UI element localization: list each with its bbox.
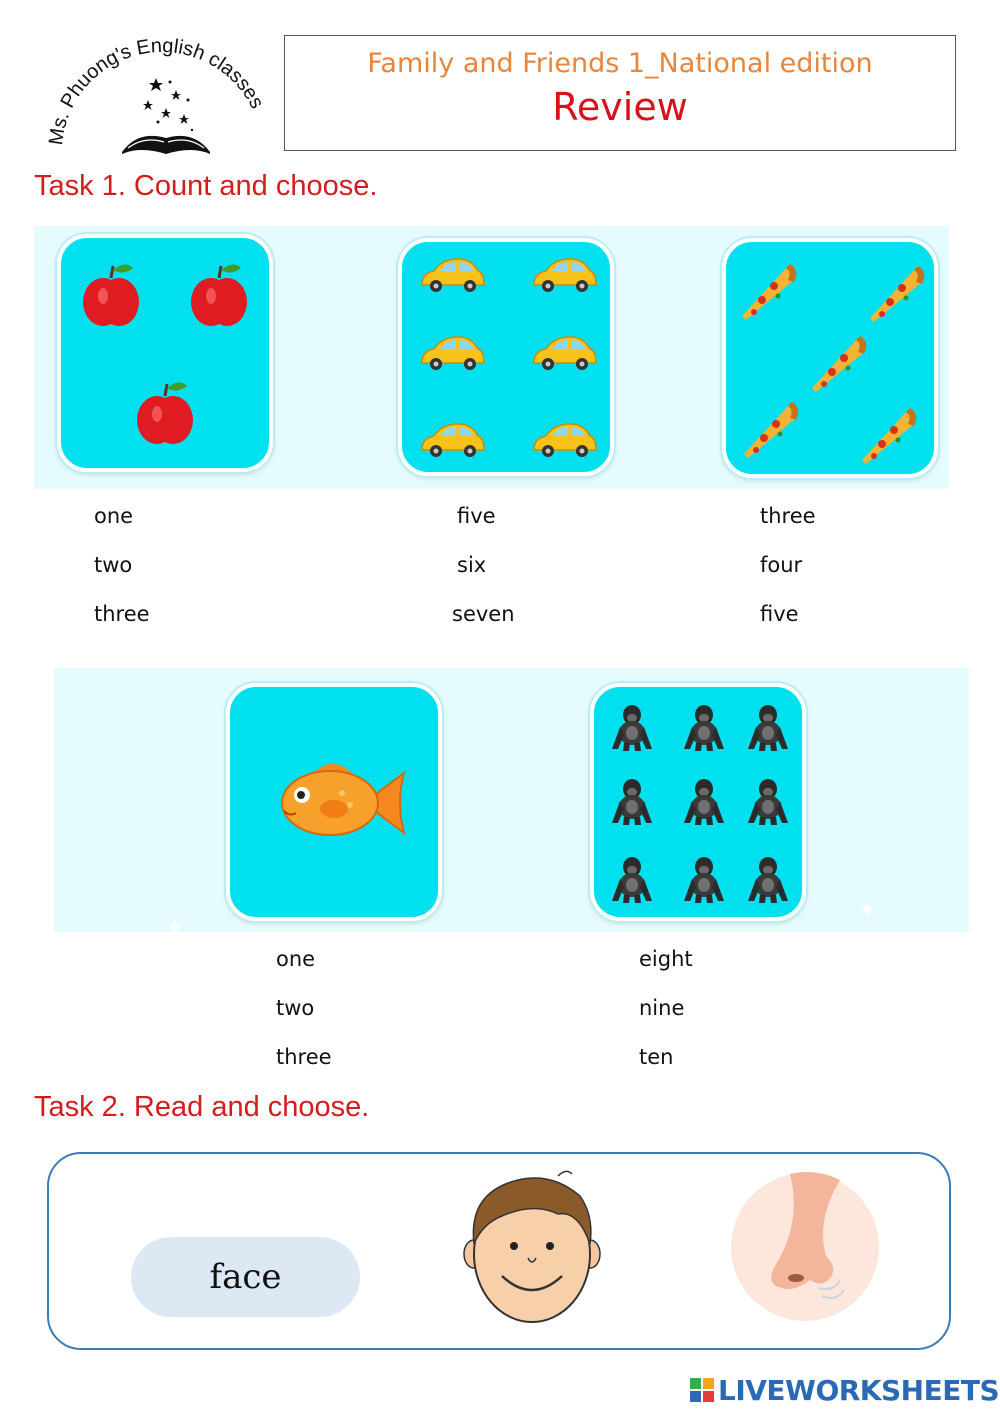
car-icon [534, 259, 596, 292]
card-fish [226, 683, 442, 921]
option-cars-1[interactable]: five [457, 504, 496, 528]
logo-arc-text: Ms. Phuong's English classes [45, 34, 268, 147]
option-gorillas-1[interactable]: eight [639, 947, 693, 971]
gorilla-icons [594, 687, 802, 917]
pizza-icon [812, 336, 866, 392]
pizza-icon [744, 402, 798, 458]
car-icon [534, 337, 596, 370]
options-cars [452, 504, 515, 651]
gorilla-icon [612, 857, 652, 903]
card-apples [57, 234, 273, 472]
task2-heading: Task 2. Read and choose. [34, 1091, 370, 1123]
pizza-icon [862, 408, 916, 464]
gorilla-icon [612, 779, 652, 825]
car-icon [422, 337, 484, 370]
task1-heading: Task 1. Count and choose. [34, 170, 378, 202]
option-gorillas-3[interactable]: ten [639, 1045, 674, 1069]
option-pizza-1[interactable]: three [760, 504, 816, 528]
car-icons [402, 242, 610, 472]
header-subtitle: Family and Friends 1_National edition [367, 48, 873, 79]
option-apples-3[interactable]: three [94, 602, 150, 626]
options-pizza [760, 504, 816, 651]
nose-image-option[interactable] [730, 1172, 880, 1322]
options-apples [94, 504, 150, 651]
apple-icon [137, 382, 193, 444]
svg-text:Ms. Phuong's English classes [45, 35, 268, 147]
liveworksheets-text: LIVEWORKSHEETS [718, 1373, 1000, 1407]
option-pizza-2[interactable]: four [760, 553, 803, 577]
option-apples-1[interactable]: one [94, 504, 134, 528]
apple-icon [191, 264, 247, 326]
card-gorillas [590, 683, 806, 921]
gorilla-icon [748, 857, 788, 903]
option-gorillas-2[interactable]: nine [639, 996, 685, 1020]
star-decoration-icon: ✦ [858, 898, 877, 923]
option-cars-2[interactable]: six [457, 553, 487, 577]
gorilla-icon [612, 705, 652, 751]
gorilla-icon [684, 857, 724, 903]
pizza-icon [742, 264, 796, 320]
apple-icon [83, 264, 139, 326]
gorilla-icon [748, 779, 788, 825]
option-apples-2[interactable]: two [94, 553, 133, 577]
pizza-icon [870, 266, 924, 322]
nose-icon [730, 1172, 880, 1322]
option-cars-3[interactable]: seven [452, 602, 515, 626]
car-icon [422, 259, 484, 292]
apple-icons [61, 238, 269, 468]
option-fish-1[interactable]: one [276, 947, 316, 971]
fish-icon [230, 687, 438, 917]
pizza-icons [726, 242, 934, 474]
logo [40, 30, 280, 160]
header-box [284, 35, 956, 151]
option-pizza-3[interactable]: five [760, 602, 799, 626]
face-image-option[interactable] [462, 1166, 602, 1328]
liveworksheets-logo-icon [690, 1378, 714, 1402]
task1-band-bottom [54, 668, 969, 932]
options-fish [276, 947, 332, 1094]
option-fish-2[interactable]: two [276, 996, 315, 1020]
options-gorillas [639, 947, 693, 1094]
face-icon [462, 1166, 602, 1328]
liveworksheets-brand [690, 1373, 999, 1407]
gorilla-icon [684, 705, 724, 751]
card-cars [398, 238, 614, 476]
option-fish-3[interactable]: three [276, 1045, 332, 1069]
car-icon [534, 424, 596, 457]
gorilla-icon [748, 705, 788, 751]
header-title: Review [552, 85, 688, 129]
task2-word: face [131, 1237, 360, 1317]
gorilla-icon [684, 779, 724, 825]
star-decoration-icon: ✦ [166, 916, 185, 941]
car-icon [422, 424, 484, 457]
card-pizza [722, 238, 938, 478]
